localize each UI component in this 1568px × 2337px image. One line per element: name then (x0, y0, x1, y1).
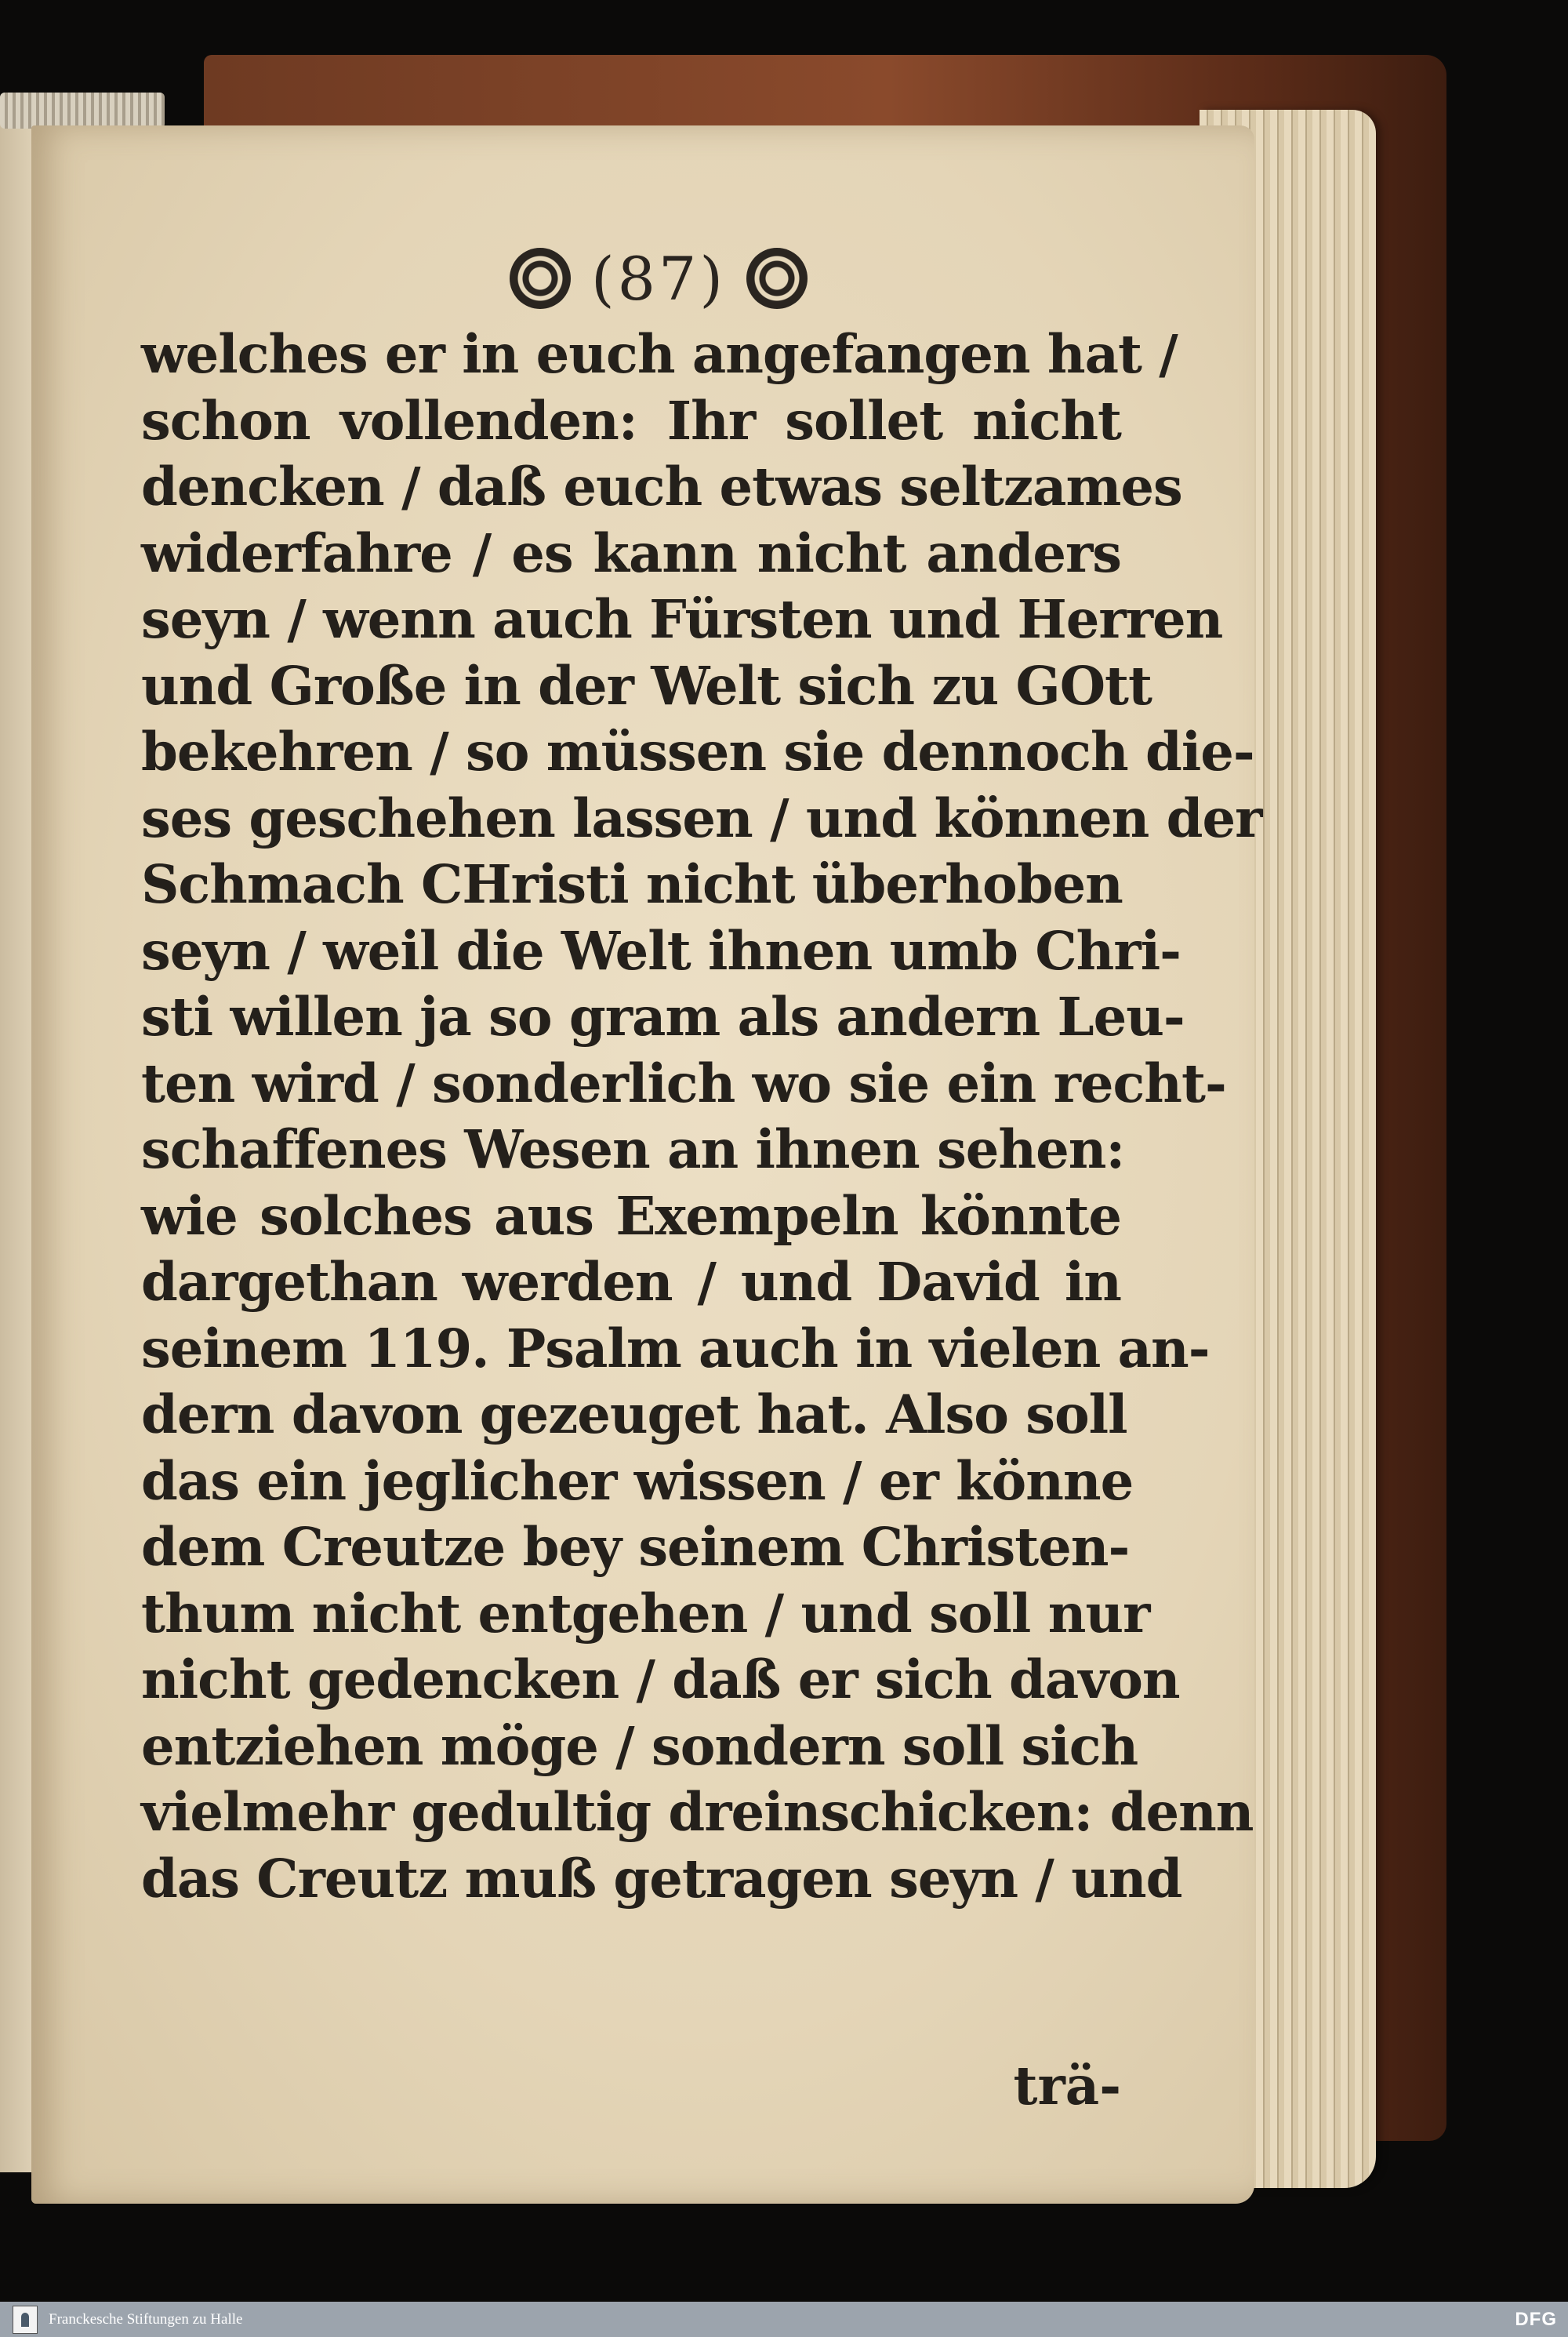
text-line: ten wird / sonderlich wo sie ein recht- (141, 1052, 1226, 1114)
text-block (141, 322, 1262, 1912)
text-line: welches er in euch angefangen hat / (141, 323, 1178, 385)
text-line: nicht gedencken / daß er sich davon (141, 1648, 1180, 1710)
text-line: dargethan werden / und David in (141, 1251, 1121, 1313)
text-line: seyn / weil die Welt ihnen umb Chri- (141, 919, 1181, 982)
text-line: dencken / daß euch etwas seltzames (141, 456, 1182, 518)
text-line: ses geschehen lassen / und können der (141, 787, 1262, 849)
text-line: das ein jeglicher wissen / er könne (141, 1449, 1134, 1512)
text-line: vielmehr gedultig dreinschicken: denn (141, 1781, 1254, 1843)
running-head (470, 235, 847, 322)
headband (0, 93, 165, 129)
page-number: (87) (590, 243, 726, 314)
logo-mark-icon (21, 2313, 29, 2327)
institution-name: Franckesche Stiftungen zu Halle (49, 2310, 243, 2328)
text-line: widerfahre / es kann nicht anders (141, 522, 1121, 584)
text-line: das Creutz muß getragen seyn / und (141, 1847, 1182, 1910)
catchword: trä- (1013, 2055, 1121, 2117)
text-line: Schmach CHristi nicht überhoben (141, 853, 1123, 915)
text-line: seyn / wenn auch Fürsten und Herren (141, 588, 1223, 650)
text-line: dem Creutze bey seinem Christen- (141, 1516, 1130, 1578)
book-page (31, 125, 1262, 2204)
text-line: entziehen möge / sondern soll sich (141, 1714, 1138, 1777)
viewer-footer (0, 2302, 1568, 2337)
text-line: schon vollenden: Ihr sollet nicht (141, 389, 1121, 452)
dfg-logo: DFG (1515, 2308, 1557, 2330)
text-line: thum nicht entgehen / und soll nur (141, 1582, 1150, 1645)
text-line: und Große in der Welt sich zu GOtt (141, 654, 1152, 717)
text-line: sti willen ja so gram als andern Leu- (141, 986, 1185, 1048)
text-line: bekehren / so müssen sie dennoch die- (141, 721, 1254, 783)
rosette-ornament-right-icon (746, 248, 808, 309)
text-line: dern davon gezeuget hat. Also soll (141, 1383, 1127, 1445)
rosette-ornament-left-icon (510, 248, 571, 309)
text-line: schaffenes Wesen an ihnen sehen: (141, 1118, 1125, 1180)
text-line: seinem 119. Psalm auch in vielen an- (141, 1317, 1210, 1379)
text-line: wie solches aus Exempeln könnte (141, 1184, 1121, 1247)
institution-logo-icon (13, 2306, 38, 2334)
